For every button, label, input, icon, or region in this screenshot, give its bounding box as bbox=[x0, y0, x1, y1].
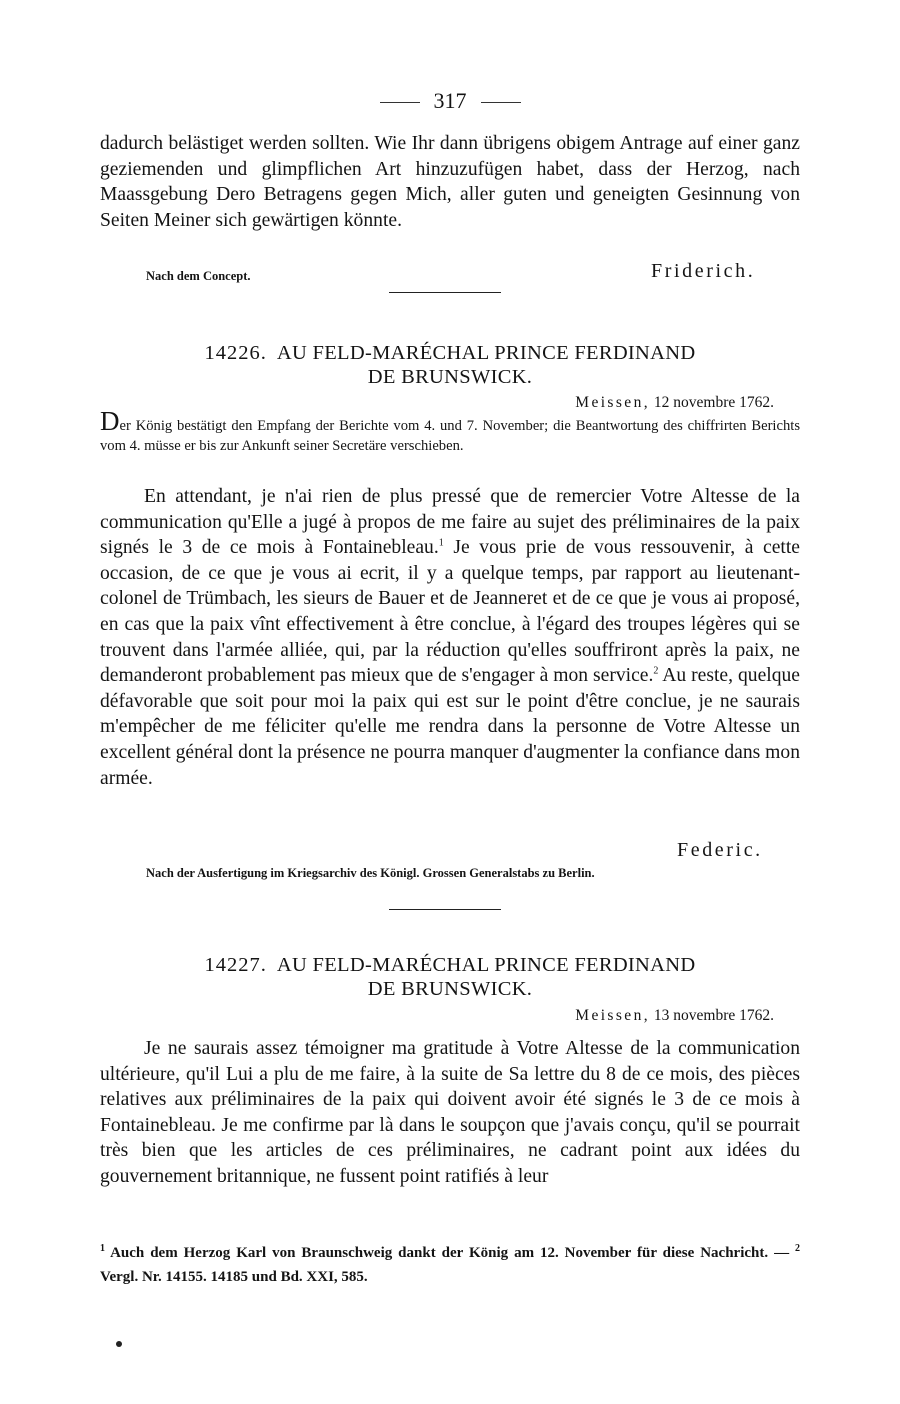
letter-date-place: Meissen, bbox=[575, 394, 651, 411]
letter-date bbox=[575, 394, 774, 412]
letter-heading bbox=[0, 953, 900, 1001]
letter-heading-line2: DE BRUNSWICK. bbox=[367, 366, 533, 388]
continuation-signature: Friderich. bbox=[651, 260, 756, 282]
footnote-text-1: Auch dem Herzog Karl von Braunschweig dankt der König am 12. November für diese Nachricht. — bbox=[105, 1245, 795, 1261]
section-divider bbox=[389, 909, 501, 910]
header-dash-right bbox=[481, 102, 521, 103]
letter-source-note: Nach der Ausfertigung im Kriegsarchiv des Königl. Grossen Generalstabs zu Berlin. bbox=[146, 866, 595, 880]
summary-initial: D bbox=[100, 406, 120, 436]
letter-date-day: 12 novembre 1762. bbox=[653, 394, 774, 411]
letter-date-place: Meissen, bbox=[575, 1007, 651, 1024]
page-header bbox=[0, 88, 900, 114]
letter-date-day: 13 novembre 1762. bbox=[653, 1007, 774, 1024]
page-number: 317 bbox=[433, 88, 467, 113]
continuation-paragraph: dadurch belästiget werden sollten. Wie Ihr dann übrigens obigem Antrage auf einer ganz geziemenden und glimpflichen Art hinzuzufügen habet, dass der Herzog, nach Maassgebung Dero Betragens gegen Mich, aller guten und geneigten Gesinnung von Seiten Meiner sich gewärtigen könnte. bbox=[100, 133, 800, 231]
letter-body-part3: Au reste, quelque défavorable que soit pour moi la paix qui est sur le point d'être conclue, je ne saurais m'empêcher de me féliciter qu'elle me rendra dans la personne de Votre Altesse un excellent général dont la présence ne pourra manquer d'augmenter la confiance dans mon armée. bbox=[100, 665, 800, 789]
letter-number: 14227. bbox=[204, 954, 267, 976]
letter-summary bbox=[100, 406, 800, 457]
letter-heading-line2: DE BRUNSWICK. bbox=[367, 978, 533, 1000]
letter-body-part1: En attendant, je n'ai rien de plus pressé que de remercier Votre Altesse de la communication qu'Elle a jugé à propos de me faire au sujet des préliminaires de la paix signés le 3 de ce mois à Fontainebleau. bbox=[100, 486, 800, 559]
letter-number: 14226. bbox=[204, 342, 267, 364]
letter-body-part2: Je vous prie de vous ressouvenir, à cette occasion, de ce que je vous ai ecrit, il y a quelque temps, par rapport au lieutenant-colonel de Trümbach, les sieurs de Bauer et de Jeanneret et de ce que je vous ai proposé, en cas que la paix vînt effectivement à être conclue, à l'égard des troupes légères qui se trouvent dans l'armée alliée, qui, par la réduction qu'elles souffriront après la paix, ne demanderont probablement pas mieux que de s'engager à mon service. bbox=[100, 537, 801, 687]
summary-text: er König bestätigt den Empfang der Berichte vom 4. und 7. November; die Beantwortung des chiffrirten Berichts vom 4. müsse er bis zur Ankunft seiner Secretäre verschieben. bbox=[100, 418, 800, 454]
letter-body: Je ne saurais assez témoigner ma gratitude à Votre Altesse de la communication ultérieure, qu'il Lui a plu de me faire, à la suite de Sa lettre du 8 de ce mois, des pièces relatives aux préliminaires de la paix qui doivent avoir été signés le 3 de ce mois à Fontainebleau. Je me confirme par là dans le soupçon que j'avais conçu, qu'il se pourrait très bien que les articles de ces préliminaires, ne cadrant point aux idées du gouvernement britannique, ne fussent point ratifiés à leur bbox=[100, 1038, 800, 1187]
footnote-ref: 2 bbox=[653, 665, 659, 677]
footnote-text-2: Vergl. Nr. 14155. 14185 und Bd. XXI, 585. bbox=[100, 1269, 368, 1285]
letter-recipient: AU FELD-MARÉCHAL PRINCE FERDINAND bbox=[276, 954, 696, 976]
header-dash-left bbox=[380, 102, 420, 103]
letter-heading-line1 bbox=[0, 953, 900, 977]
section-divider bbox=[389, 292, 501, 293]
letter-body bbox=[100, 484, 800, 791]
letter-date bbox=[575, 1007, 774, 1025]
letter-heading-line1 bbox=[0, 341, 900, 365]
footnote-mark: 2 bbox=[795, 1243, 800, 1254]
letter-signature: Federic. bbox=[677, 839, 763, 861]
footnote-mark: 1 bbox=[100, 1243, 105, 1254]
letter-heading bbox=[0, 341, 900, 389]
stray-dot bbox=[116, 1341, 122, 1347]
letter-recipient: AU FELD-MARÉCHAL PRINCE FERDINAND bbox=[276, 342, 696, 364]
footnotes bbox=[100, 1241, 800, 1289]
continuation-source-note: Nach dem Concept. bbox=[146, 269, 251, 283]
footnote-ref: 1 bbox=[438, 537, 444, 549]
